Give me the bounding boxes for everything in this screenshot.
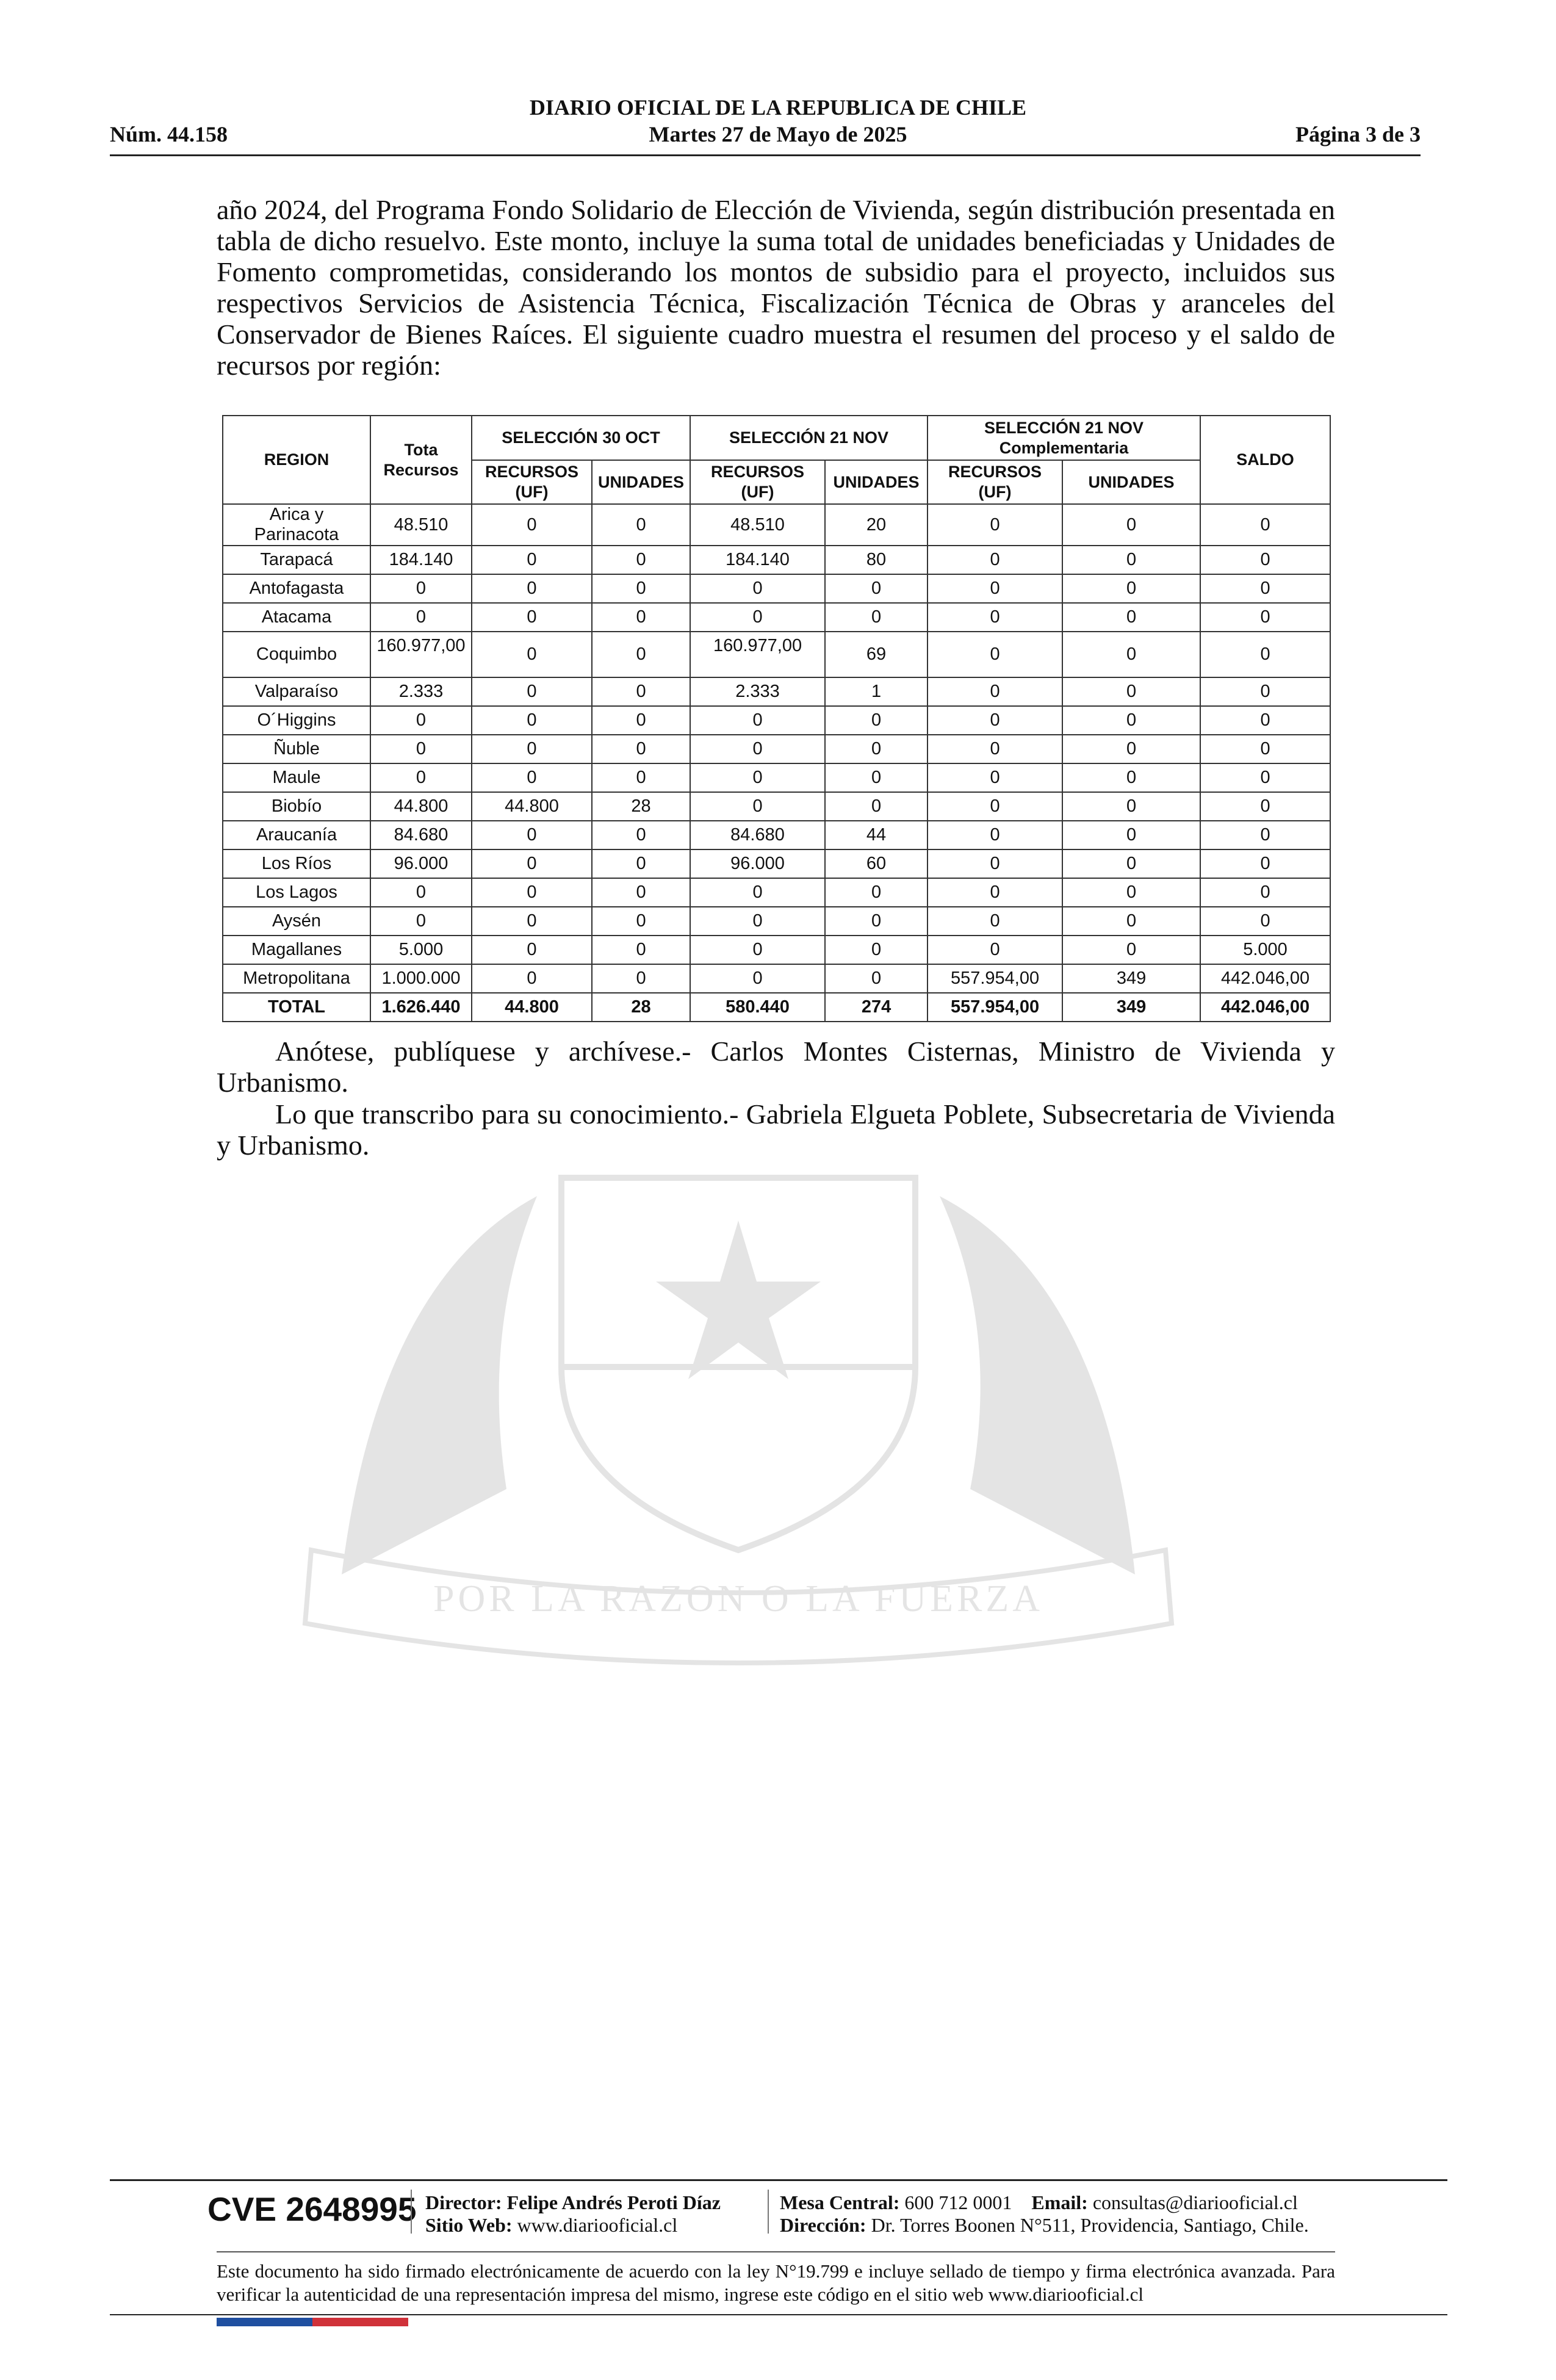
footer-director — [425, 2191, 721, 2214]
cell-sel21-recursos: 0 — [690, 936, 825, 964]
table-row — [223, 878, 1330, 907]
cell-saldo: 5.000 — [1200, 936, 1330, 964]
cell-total: 96.000 — [370, 849, 472, 878]
cell-sel30-recursos: 0 — [472, 706, 592, 735]
cell-sel21-recursos: 0 — [690, 603, 825, 632]
website-label: Sitio Web: — [425, 2214, 513, 2236]
subheader-recursos: RECURSOS (UF) — [927, 460, 1062, 504]
cell-region: Valparaíso — [223, 677, 370, 706]
cell-sel30-unidades: 0 — [592, 677, 690, 706]
cell-sel21-recursos: 0 — [690, 792, 825, 821]
header-region: REGION — [223, 416, 370, 504]
cell-comp-recursos: 557.954,00 — [927, 964, 1062, 993]
cell-sel21-unidades: 60 — [825, 849, 927, 878]
cell-sel21-unidades: 0 — [825, 603, 927, 632]
cell-total: 84.680 — [370, 821, 472, 849]
cell-saldo: 0 — [1200, 763, 1330, 792]
cell-region: Atacama — [223, 603, 370, 632]
cell-sel21-recursos: 0 — [690, 706, 825, 735]
cell-region: Metropolitana — [223, 964, 370, 993]
cell-sel30-unidades: 0 — [592, 574, 690, 603]
cell-saldo: 0 — [1200, 849, 1330, 878]
cell-sel30-recursos: 0 — [472, 632, 592, 677]
cell-sel21-recursos: 0 — [690, 878, 825, 907]
closing-paragraph-2: Lo que transcribo para su conocimiento.- Gabriela Elgueta Poblete, Subsecretaria de Vivienda y Urbanismo. — [217, 1098, 1335, 1161]
issue-date: Martes 27 de Mayo de 2025 — [649, 122, 907, 146]
intro-paragraph: año 2024, del Programa Fondo Solidario de Elección de Vivienda, según distribución presentada en tabla de dicho resuelvo. Este monto, incluye la suma total de unidades beneficiadas y Unidades de Fomento comprometidas, considerando los montos de subsidio para el proyecto, incluidos sus respectivos Servicios de Asistencia Técnica, Fiscalización Técnica de Obras y aranceles del Conservador de Bienes Raíces. El siguiente cuadro muestra el resumen del proceso y el saldo de recursos por región: — [217, 194, 1335, 381]
footer-address — [780, 2214, 1309, 2237]
cell-sel21-recursos: 96.000 — [690, 849, 825, 878]
header-sel-21-nov: SELECCIÓN 21 NOV — [690, 416, 927, 460]
table-row — [223, 706, 1330, 735]
cell-region: Biobío — [223, 792, 370, 821]
header-saldo: SALDO — [1200, 416, 1330, 504]
cell-sel30-recursos: 0 — [472, 677, 592, 706]
table-total-row — [223, 993, 1330, 1022]
table-row — [223, 849, 1330, 878]
cell-comp-unidades: 0 — [1062, 632, 1200, 677]
cell-comp-recursos: 0 — [927, 677, 1062, 706]
cell-sel21-unidades: 20 — [825, 504, 927, 546]
cell-saldo: 0 — [1200, 821, 1330, 849]
address-label: Dirección: — [780, 2214, 866, 2236]
cell-total: 48.510 — [370, 504, 472, 546]
cell-saldo: 0 — [1200, 677, 1330, 706]
cell-sel30-unidades: 0 — [592, 632, 690, 677]
footer-rule-top — [110, 2179, 1447, 2181]
cell-saldo: 0 — [1200, 735, 1330, 763]
cell-sel30-unidades: 0 — [592, 763, 690, 792]
subheader-unidades: UNIDADES — [592, 460, 690, 504]
table-row — [223, 504, 1330, 546]
cell-sel21-recursos: 160.977,00 — [690, 632, 825, 677]
table-row — [223, 677, 1330, 706]
cell-sel30-recursos: 44.800 — [472, 792, 592, 821]
cell-sel21-unidades: 0 — [825, 878, 927, 907]
table-row — [223, 821, 1330, 849]
cell-sel30-recursos: 0 — [472, 907, 592, 936]
cell-sel21-recursos: 0 — [690, 964, 825, 993]
cell-comp-recursos: 0 — [927, 574, 1062, 603]
cell-comp-unidades: 0 — [1062, 546, 1200, 574]
cell-sel21-unidades: 0 — [825, 792, 927, 821]
cell-sel30-unidades: 0 — [592, 821, 690, 849]
cell-region: Ñuble — [223, 735, 370, 763]
cell-comp-recursos: 0 — [927, 907, 1062, 936]
table-row — [223, 632, 1330, 677]
cell-sel21-recursos: 84.680 — [690, 821, 825, 849]
subheader-recursos: RECURSOS (UF) — [472, 460, 592, 504]
cell-total: 184.140 — [370, 546, 472, 574]
cell-sel21-recursos: 48.510 — [690, 504, 825, 546]
cell-total: 0 — [370, 706, 472, 735]
director-label: Director: — [425, 2191, 502, 2213]
cell-comp-unidades: 0 — [1062, 504, 1200, 546]
total-sel21-unidades: 274 — [825, 993, 927, 1022]
email-label: Email: — [1031, 2191, 1088, 2213]
cell-saldo: 0 — [1200, 878, 1330, 907]
director-name: Felipe Andrés Peroti Díaz — [506, 2191, 721, 2213]
cell-sel30-recursos: 0 — [472, 546, 592, 574]
total-total: 1.626.440 — [370, 993, 472, 1022]
cell-sel30-unidades: 0 — [592, 936, 690, 964]
footer-rule-mid — [217, 2251, 1335, 2252]
cell-comp-recursos: 0 — [927, 763, 1062, 792]
cell-comp-recursos: 0 — [927, 878, 1062, 907]
cell-sel21-unidades: 0 — [825, 735, 927, 763]
cell-sel30-recursos: 0 — [472, 504, 592, 546]
cell-sel21-unidades: 69 — [825, 632, 927, 677]
cell-region: Coquimbo — [223, 632, 370, 677]
mesa-phone: 600 712 0001 — [904, 2191, 1012, 2213]
cell-comp-unidades: 0 — [1062, 849, 1200, 878]
cell-comp-recursos: 0 — [927, 603, 1062, 632]
footer-contact — [780, 2191, 1298, 2214]
cell-total: 160.977,00 — [370, 632, 472, 677]
cell-sel30-recursos: 0 — [472, 964, 592, 993]
page-indicator: Página 3 de 3 — [1295, 122, 1421, 146]
footer-rule-bottom — [110, 2314, 1447, 2315]
cell-comp-unidades: 0 — [1062, 821, 1200, 849]
mesa-label: Mesa Central: — [780, 2191, 900, 2213]
cell-region: Araucanía — [223, 821, 370, 849]
email-link[interactable]: consultas@diariooficial.cl — [1092, 2191, 1298, 2213]
cell-sel30-unidades: 0 — [592, 964, 690, 993]
cell-saldo: 0 — [1200, 792, 1330, 821]
cell-sel30-recursos: 0 — [472, 849, 592, 878]
cell-sel30-recursos: 0 — [472, 878, 592, 907]
cell-sel21-recursos: 0 — [690, 735, 825, 763]
table-row — [223, 907, 1330, 936]
cell-saldo: 0 — [1200, 706, 1330, 735]
cell-sel30-recursos: 0 — [472, 735, 592, 763]
cell-sel30-unidades: 0 — [592, 735, 690, 763]
cell-sel30-recursos: 0 — [472, 603, 592, 632]
cell-saldo: 0 — [1200, 603, 1330, 632]
cell-region: Antofagasta — [223, 574, 370, 603]
total-comp-unidades: 349 — [1062, 993, 1200, 1022]
cell-total: 0 — [370, 763, 472, 792]
cell-sel21-unidades: 0 — [825, 763, 927, 792]
subheader-unidades: UNIDADES — [1062, 460, 1200, 504]
cell-sel21-unidades: 80 — [825, 546, 927, 574]
cell-total: 0 — [370, 603, 472, 632]
table-row — [223, 735, 1330, 763]
table-row — [223, 603, 1330, 632]
cell-region: Los Lagos — [223, 878, 370, 907]
total-sel30-recursos: 44.800 — [472, 993, 592, 1022]
cell-sel30-recursos: 0 — [472, 763, 592, 792]
cell-region: Maule — [223, 763, 370, 792]
footer-website — [425, 2214, 677, 2237]
cell-total: 5.000 — [370, 936, 472, 964]
cell-sel30-unidades: 0 — [592, 849, 690, 878]
cell-region: Los Ríos — [223, 849, 370, 878]
cell-region: O´Higgins — [223, 706, 370, 735]
star-icon — [656, 1221, 821, 1379]
cell-sel21-recursos: 2.333 — [690, 677, 825, 706]
cell-comp-unidades: 0 — [1062, 677, 1200, 706]
cell-saldo: 0 — [1200, 504, 1330, 546]
cell-sel30-unidades: 0 — [592, 878, 690, 907]
flag-bar-red — [312, 2318, 408, 2326]
cell-sel30-unidades: 28 — [592, 792, 690, 821]
header-total: Tota Recursos — [370, 416, 472, 504]
cell-comp-recursos: 0 — [927, 546, 1062, 574]
newspaper-title: DIARIO OFICIAL DE LA REPUBLICA DE CHILE — [529, 95, 1027, 120]
header-sel-30-oct: SELECCIÓN 30 OCT — [472, 416, 690, 460]
total-sel30-unidades: 28 — [592, 993, 690, 1022]
cell-comp-unidades: 0 — [1062, 763, 1200, 792]
cell-total: 1.000.000 — [370, 964, 472, 993]
cell-saldo: 0 — [1200, 907, 1330, 936]
subheader-unidades: UNIDADES — [825, 460, 927, 504]
cell-sel30-recursos: 0 — [472, 936, 592, 964]
total-sel21-recursos: 580.440 — [690, 993, 825, 1022]
cell-sel30-recursos: 0 — [472, 821, 592, 849]
table-row — [223, 763, 1330, 792]
issue-number: Núm. 44.158 — [110, 122, 228, 146]
cell-comp-unidades: 0 — [1062, 878, 1200, 907]
table-row — [223, 546, 1330, 574]
cell-sel30-unidades: 0 — [592, 603, 690, 632]
cell-saldo: 0 — [1200, 546, 1330, 574]
cell-comp-recursos: 0 — [927, 706, 1062, 735]
cell-comp-unidades: 0 — [1062, 907, 1200, 936]
table-row — [223, 936, 1330, 964]
cell-sel21-recursos: 0 — [690, 907, 825, 936]
cell-sel21-recursos: 0 — [690, 574, 825, 603]
cell-saldo: 0 — [1200, 632, 1330, 677]
cell-comp-unidades: 0 — [1062, 706, 1200, 735]
cve-code: CVE 2648995 — [207, 2190, 417, 2228]
cell-saldo: 442.046,00 — [1200, 964, 1330, 993]
cell-total: 44.800 — [370, 792, 472, 821]
cell-comp-recursos: 0 — [927, 735, 1062, 763]
cell-sel21-unidades: 0 — [825, 964, 927, 993]
cell-comp-recursos: 0 — [927, 849, 1062, 878]
cell-total: 0 — [370, 574, 472, 603]
cell-sel21-unidades: 44 — [825, 821, 927, 849]
cell-comp-unidades: 0 — [1062, 936, 1200, 964]
cell-region: Magallanes — [223, 936, 370, 964]
total-comp-recursos: 557.954,00 — [927, 993, 1062, 1022]
header-sel-21-nov-comp: SELECCIÓN 21 NOV Complementaria — [927, 416, 1200, 460]
cell-comp-recursos: 0 — [927, 821, 1062, 849]
cell-total: 0 — [370, 735, 472, 763]
cell-comp-unidades: 0 — [1062, 603, 1200, 632]
website-link[interactable]: www.diariooficial.cl — [517, 2214, 678, 2236]
cell-comp-recursos: 0 — [927, 792, 1062, 821]
table-row — [223, 964, 1330, 993]
cell-comp-unidades: 0 — [1062, 735, 1200, 763]
cell-sel21-unidades: 0 — [825, 907, 927, 936]
closing-paragraph-1: Anótese, publíquese y archívese.- Carlos Montes Cisternas, Ministro de Vivienda y Urbanismo. — [217, 1036, 1335, 1098]
cell-sel30-unidades: 0 — [592, 706, 690, 735]
cell-sel21-recursos: 184.140 — [690, 546, 825, 574]
cell-comp-unidades: 349 — [1062, 964, 1200, 993]
cell-region: Aysén — [223, 907, 370, 936]
cell-comp-recursos: 0 — [927, 936, 1062, 964]
cell-sel21-unidades: 0 — [825, 574, 927, 603]
verification-notice: Este documento ha sido firmado electrónicamente de acuerdo con la ley N°19.799 e incluye sellado de tiempo y firma electrónica avanzada. Para verificar la autenticidad de una representación impresa del mismo, ingrese este código en el sitio web www.diariooficial.cl — [217, 2260, 1335, 2305]
header-rule — [110, 154, 1421, 156]
cell-region: Arica y Parinacota — [223, 504, 370, 546]
footer-separator — [411, 2190, 412, 2234]
total-region: TOTAL — [223, 993, 370, 1022]
cell-total: 0 — [370, 907, 472, 936]
cell-sel21-unidades: 1 — [825, 677, 927, 706]
table-row — [223, 792, 1330, 821]
cell-region: Tarapacá — [223, 546, 370, 574]
cell-sel30-unidades: 0 — [592, 907, 690, 936]
subheader-recursos: RECURSOS (UF) — [690, 460, 825, 504]
footer-separator — [768, 2190, 769, 2234]
cell-comp-unidades: 0 — [1062, 574, 1200, 603]
cell-sel30-unidades: 0 — [592, 546, 690, 574]
cell-sel30-unidades: 0 — [592, 504, 690, 546]
cell-saldo: 0 — [1200, 574, 1330, 603]
cell-comp-unidades: 0 — [1062, 792, 1200, 821]
cell-comp-recursos: 0 — [927, 504, 1062, 546]
cell-sel21-unidades: 0 — [825, 936, 927, 964]
resources-table — [222, 415, 1331, 1022]
cell-sel21-unidades: 0 — [825, 706, 927, 735]
cell-comp-recursos: 0 — [927, 632, 1062, 677]
table-row — [223, 574, 1330, 603]
flag-bar-blue — [217, 2318, 312, 2326]
address-value: Dr. Torres Boonen N°511, Providencia, Santiago, Chile. — [871, 2214, 1309, 2236]
cell-total: 0 — [370, 878, 472, 907]
cell-sel30-recursos: 0 — [472, 574, 592, 603]
cell-total: 2.333 — [370, 677, 472, 706]
motto-text: POR LA RAZON O LA FUERZA — [433, 1578, 1044, 1620]
cell-sel21-recursos: 0 — [690, 763, 825, 792]
total-saldo: 442.046,00 — [1200, 993, 1330, 1022]
